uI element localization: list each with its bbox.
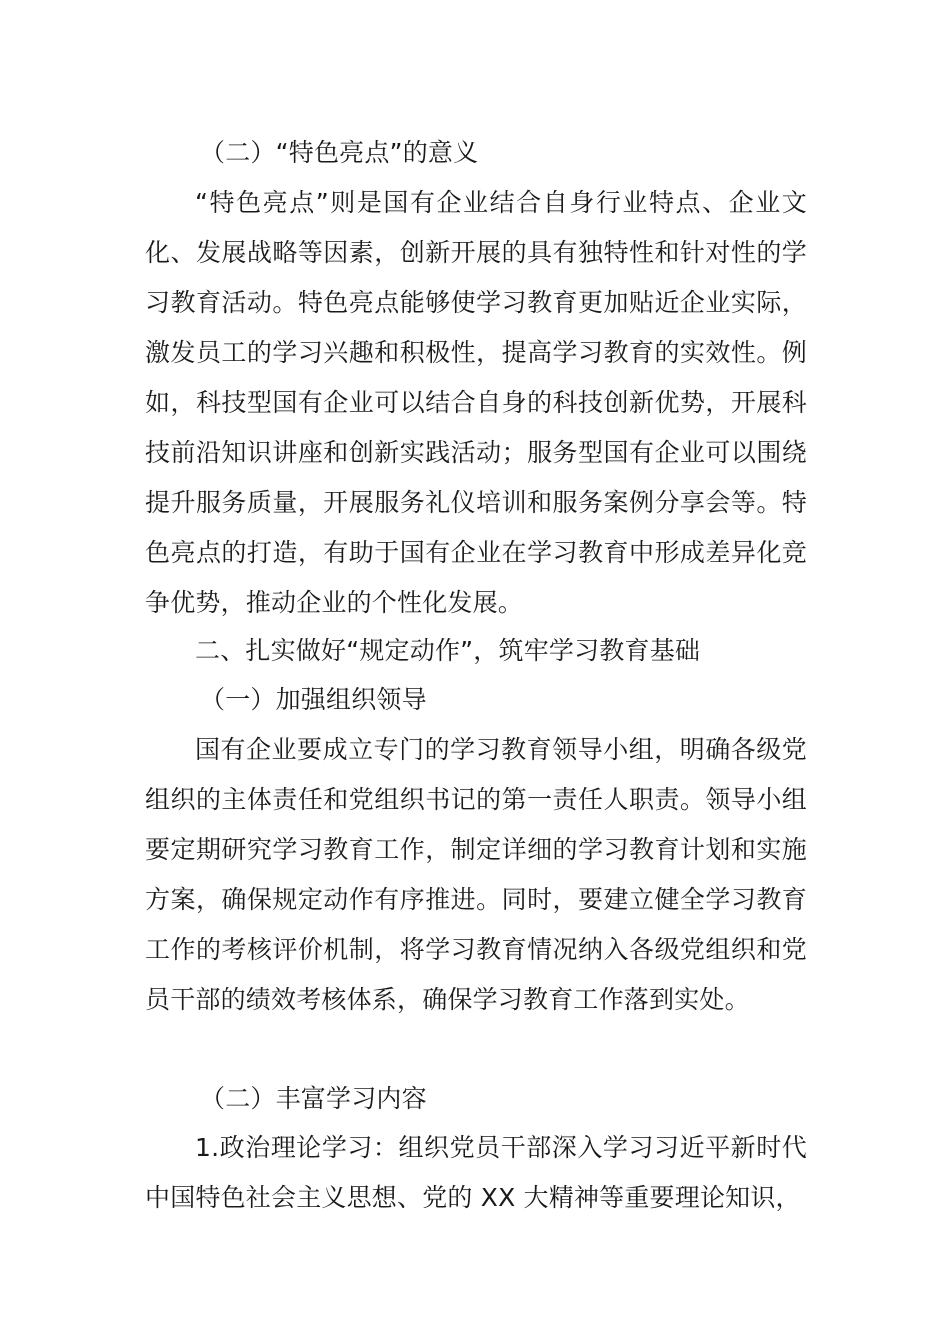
body-paragraph: “特色亮点”则是国有企业结合自身行业特点、企业文化、发展战略等因素，创新开展的具有独特性和针对性的学习教育活动。特色亮点能够使学习教育更加贴近企业实际，激发员工的学习兴趣和积极性，提高学习教育的实效性。例如，科技型国有企业可以结合自身的科技创新优势，开展科技前沿知识讲座和创新实践活动；服务型国有企业可以围绕提升服务质量，开展服务礼仪培训和服务案例分享会等。特色亮点的打造，有助于国有企业在学习教育中形成差异化竞争优势，推动企业的个性化发展。 (145, 188, 807, 617)
section-heading: （二）“特色亮点”的意义 (200, 138, 479, 167)
section-heading: （一）加强组织领导 (200, 685, 427, 714)
body-paragraph: 国有企业要成立专门的学习教育领导小组，明确各级党组织的主体责任和党组织书记的第一责任人职责。领导小组要定期研究学习教育工作，制定详细的学习教育计划和实施方案，确保规定动作有序推进。同时，要建立健全学习教育工作的考核评价机制，将学习教育情况纳入各级党组织和党员干部的绩效考核体系，确保学习教育工作落到实处。 (145, 735, 807, 1014)
section-heading: （二）丰富学习内容 (200, 1084, 427, 1113)
chapter-heading: 二、扎实做好“规定动作”，筑牢学习教育基础 (195, 636, 701, 665)
body-paragraph: 1.政治理论学习：组织党员干部深入学习习近平新时代中国特色社会主义思想、党的 XX 大精神等重要理论知识， (145, 1133, 807, 1212)
